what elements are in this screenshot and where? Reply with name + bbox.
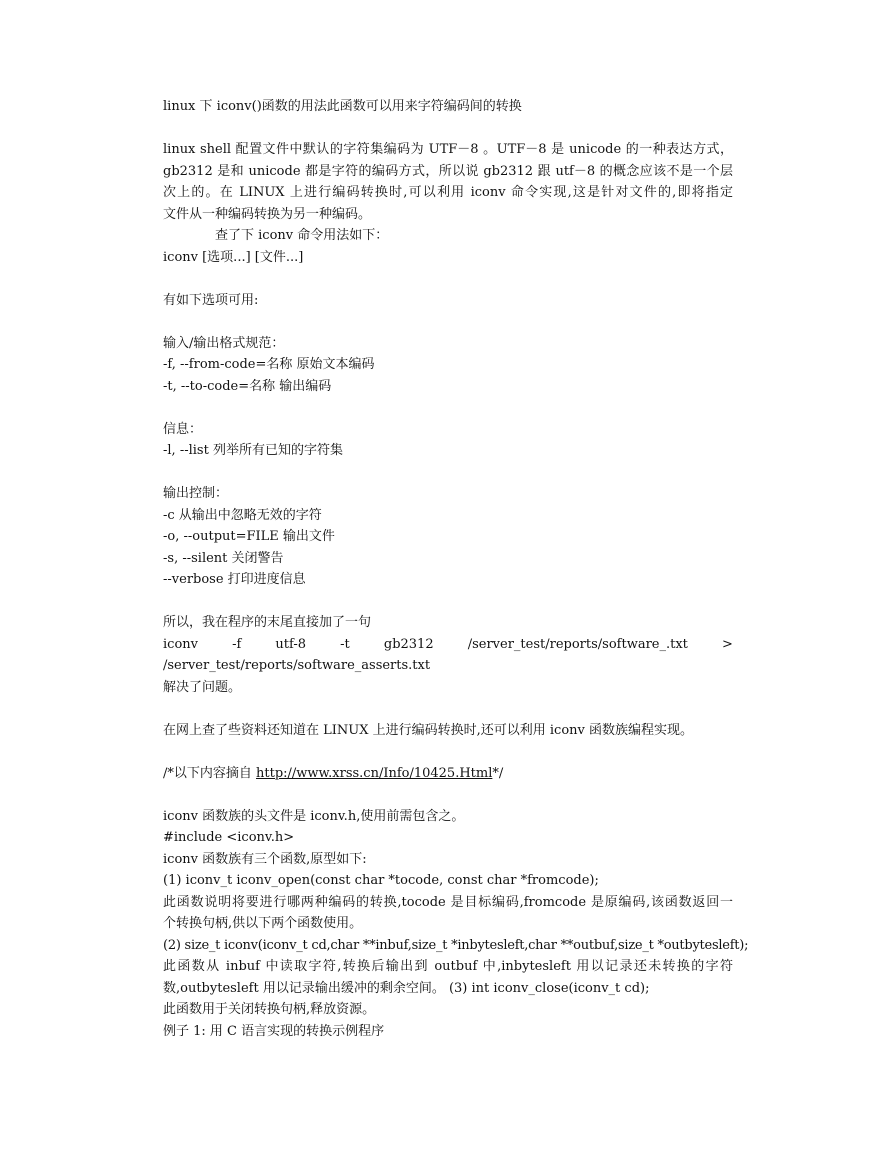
option-line: -s, --silent 关闭警告 (163, 550, 284, 566)
spacer (163, 698, 733, 720)
command-token: > (722, 636, 733, 652)
option-line: -l, --list 列举所有已知的字符集 (163, 443, 343, 458)
spacer (163, 311, 733, 333)
option-line: -f, --from-code=名称 原始文本编码 (163, 357, 375, 372)
command-line-continued: /server_test/reports/software_asserts.txt (163, 658, 431, 673)
output-heading: 输出控制： (163, 486, 229, 501)
search-note: 在网上查了些资料还知道在 LINUX 上进行编码转换时,还可以利用 iconv 函数族编程实现。 (163, 722, 693, 738)
option-line: -t, --to-code=名称 输出编码 (163, 378, 332, 394)
intro-line: 次上的。在 LINUX 上进行编码转换时,可以利用 iconv 命令实现,这是针对文件的,即将指定 (163, 185, 733, 200)
include-line: #include <iconv.h> (163, 830, 295, 845)
usage-syntax: iconv [选项...] [文件...] (163, 249, 304, 265)
command-token: -f (232, 636, 242, 652)
function-prototype: (2) size_t iconv(iconv_t cd,char **inbuf,size_t *inbytesleft,char **outbuf,size_t *outbytesleft); (163, 937, 749, 953)
command-token: -t (340, 636, 350, 652)
command-token: iconv (163, 636, 198, 652)
intro-line: linux shell 配置文件中默认的字符集编码为 UTF－8 。UTF－8 是 unicode 的一种表达方式， (163, 142, 733, 157)
function-prototype: (1) iconv_t iconv_open(const char *tocode, const char *fromcode); (163, 873, 599, 888)
function-description: 此函数用于关闭转换句柄,释放资源。 (163, 1002, 376, 1017)
option-line: --verbose 打印进度信息 (163, 572, 306, 587)
command-token: gb2312 (383, 636, 434, 652)
intro-line: gb2312 是和 unicode 都是字符的编码方式，所以说 gb2312 跟 utf－8 的概念应该不是一个层 (163, 163, 733, 179)
quote-line (163, 763, 733, 785)
source-link[interactable]: http://www.xrss.cn/Info/10425.Html (256, 765, 493, 781)
spacer (163, 591, 733, 613)
solution-intro: 所以，我在程序的末尾直接加了一句 (163, 615, 372, 630)
example-heading: 例子 1: 用 C 语言实现的转换示例程序 (163, 1023, 385, 1039)
intro-line: 文件从一种编码转换为另一种编码。 (163, 206, 372, 222)
header-note: iconv 函数族的头文件是 iconv.h,使用前需包含之。 (163, 808, 465, 824)
options-heading: 有如下选项可用: (163, 292, 259, 308)
family-note: iconv 函数族有三个函数,原型如下: (163, 851, 367, 867)
function-description: 此函数说明将要进行哪两种编码的转换,tocode 是目标编码,fromcode 是原编码,该函数返回一 (163, 894, 733, 910)
usage-intro: 查了下 iconv 命令用法如下： (215, 228, 389, 243)
command-line (163, 634, 733, 656)
quote-suffix: */ (492, 765, 504, 781)
document-body (163, 96, 749, 1042)
quote-prefix: /*以下内容摘自 (163, 765, 257, 781)
info-heading: 信息： (163, 421, 203, 437)
doc-title: linux 下 iconv()函数的用法此函数可以用来字符编码间的转换 (163, 99, 522, 114)
spacer (163, 118, 733, 140)
io-heading: 输入/输出格式规范： (163, 335, 285, 351)
spacer (163, 741, 733, 763)
spacer (163, 268, 733, 290)
spacer (163, 462, 733, 484)
function-description: 数,outbytesleft 用以记录输出缓冲的剩余空间。 (3) int iconv_close(iconv_t cd); (163, 980, 650, 996)
spacer (163, 784, 733, 806)
command-token: utf-8 (275, 636, 307, 652)
command-token: /server_test/reports/software_.txt (467, 636, 688, 652)
spacer (163, 397, 733, 419)
option-line: -o, --output=FILE 输出文件 (163, 529, 335, 544)
function-description: 个转换句柄,供以下两个函数使用。 (163, 916, 363, 931)
function-description: 此函数从 inbuf 中读取字符,转换后输出到 outbuf 中,inbytesleft 用以记录还未转换的字符 (163, 959, 733, 974)
solved-note: 解决了问题。 (163, 679, 242, 695)
option-line: -c 从输出中忽略无效的字符 (163, 507, 322, 523)
